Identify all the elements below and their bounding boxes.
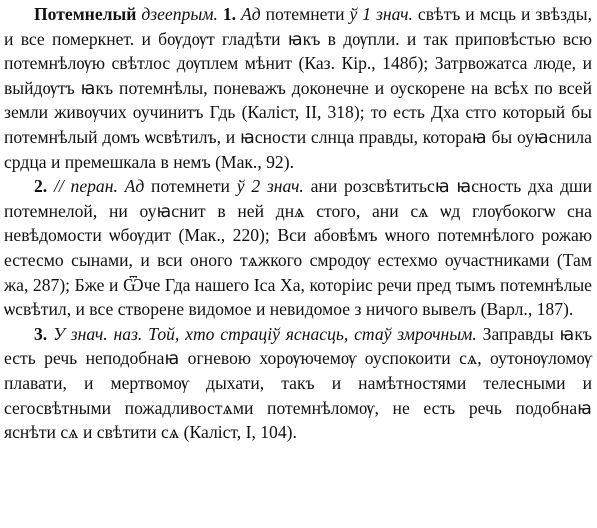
- sense-1-text: свѣтъ и мсць и звѣзды, и все померкнет. и бѹдѹт гладѣти ꙗкъ в дѹпли. и так приповѣстью всю потемнѣлѹю свѣтлос дѹплем мѣнит (Каз. Кір., 148б); Затрвожатса люде, и выйдѹтъ ꙗкъ потемнѣлы, поневажъ доконечне и оускорене на всѣх по всей земли живѹчих оучинитъ Гдь (Каліст, II, 318); то есть Дха стго который бы потемнѣлый домъ ѡсвѣтилъ, и ꙗсности слнца правды, котораꙗ бы оуꙗснила срдца и премешкала в немъ (Мак., 92).: [4, 4, 592, 172]
- sense-2-label: перан.: [70, 176, 118, 197]
- sense-2-number: 2.: [34, 176, 48, 197]
- sense-3-paragraph: [4, 322, 592, 445]
- sense-3-number: 3.: [34, 323, 48, 344]
- sense-1-source-label: Ад: [240, 4, 261, 24]
- sense-1-number: 1.: [222, 4, 237, 24]
- headword-gloss: дзеепрым.: [141, 4, 218, 24]
- sense-2-marker: //: [53, 176, 64, 197]
- sense-3-text: Заправды ꙗкъ есть речь неподобнаꙗ огневою хорѹючемѹ оуспокоити сѧ, оутонѹломѹ плавати, и мертвомѹ дыхати, такъ и намѣтностями телесными и сегосвѣтными пожадливостѧми потемнѣломѹ, не есть речь подобнаꙗ яснѣти сѧ и свѣтити сѧ (Каліст, І, 104).: [4, 323, 592, 443]
- sense-1-lead: потемнети: [265, 4, 345, 24]
- sense-2-source-label: Ад: [124, 176, 145, 197]
- dictionary-entry: [4, 2, 592, 445]
- sense-2-text: ани розсвѣтитьсꙗ ꙗсность дха дши потемнелой, ни оуꙗснит в ней днѧ стого, ани сѧ ѡд глѹбокогѡ сна невѣдомости ѡбѹдит (Мак., 220); Вси абовѣмъ ѡного потемнѣлого рожаю естесмо сынами, и вси оного тѧжкого смродѹ естехмо оучастниками (Там жа, 287); Бже и Ѿче Гда нашего Ιса Ха, которіис речи пред тымъ потемнѣлые ѡсвѣтил, и все створене видомое и невидомое з ничого вывелъ (Варл., 187).: [4, 176, 592, 320]
- sense-2-lead: потемнети: [151, 176, 230, 197]
- sense-2-paragraph: [4, 174, 592, 322]
- headword: Потемнелый: [34, 4, 137, 24]
- sense-2-ref: ў 2 знач.: [236, 176, 304, 197]
- sense-1-ref: ў 1 знач.: [349, 4, 413, 24]
- sense-1-paragraph: [4, 2, 592, 174]
- sense-3-gloss: У знач. наз. Той, хто страціў яснасць, стаў змрочным.: [53, 323, 477, 344]
